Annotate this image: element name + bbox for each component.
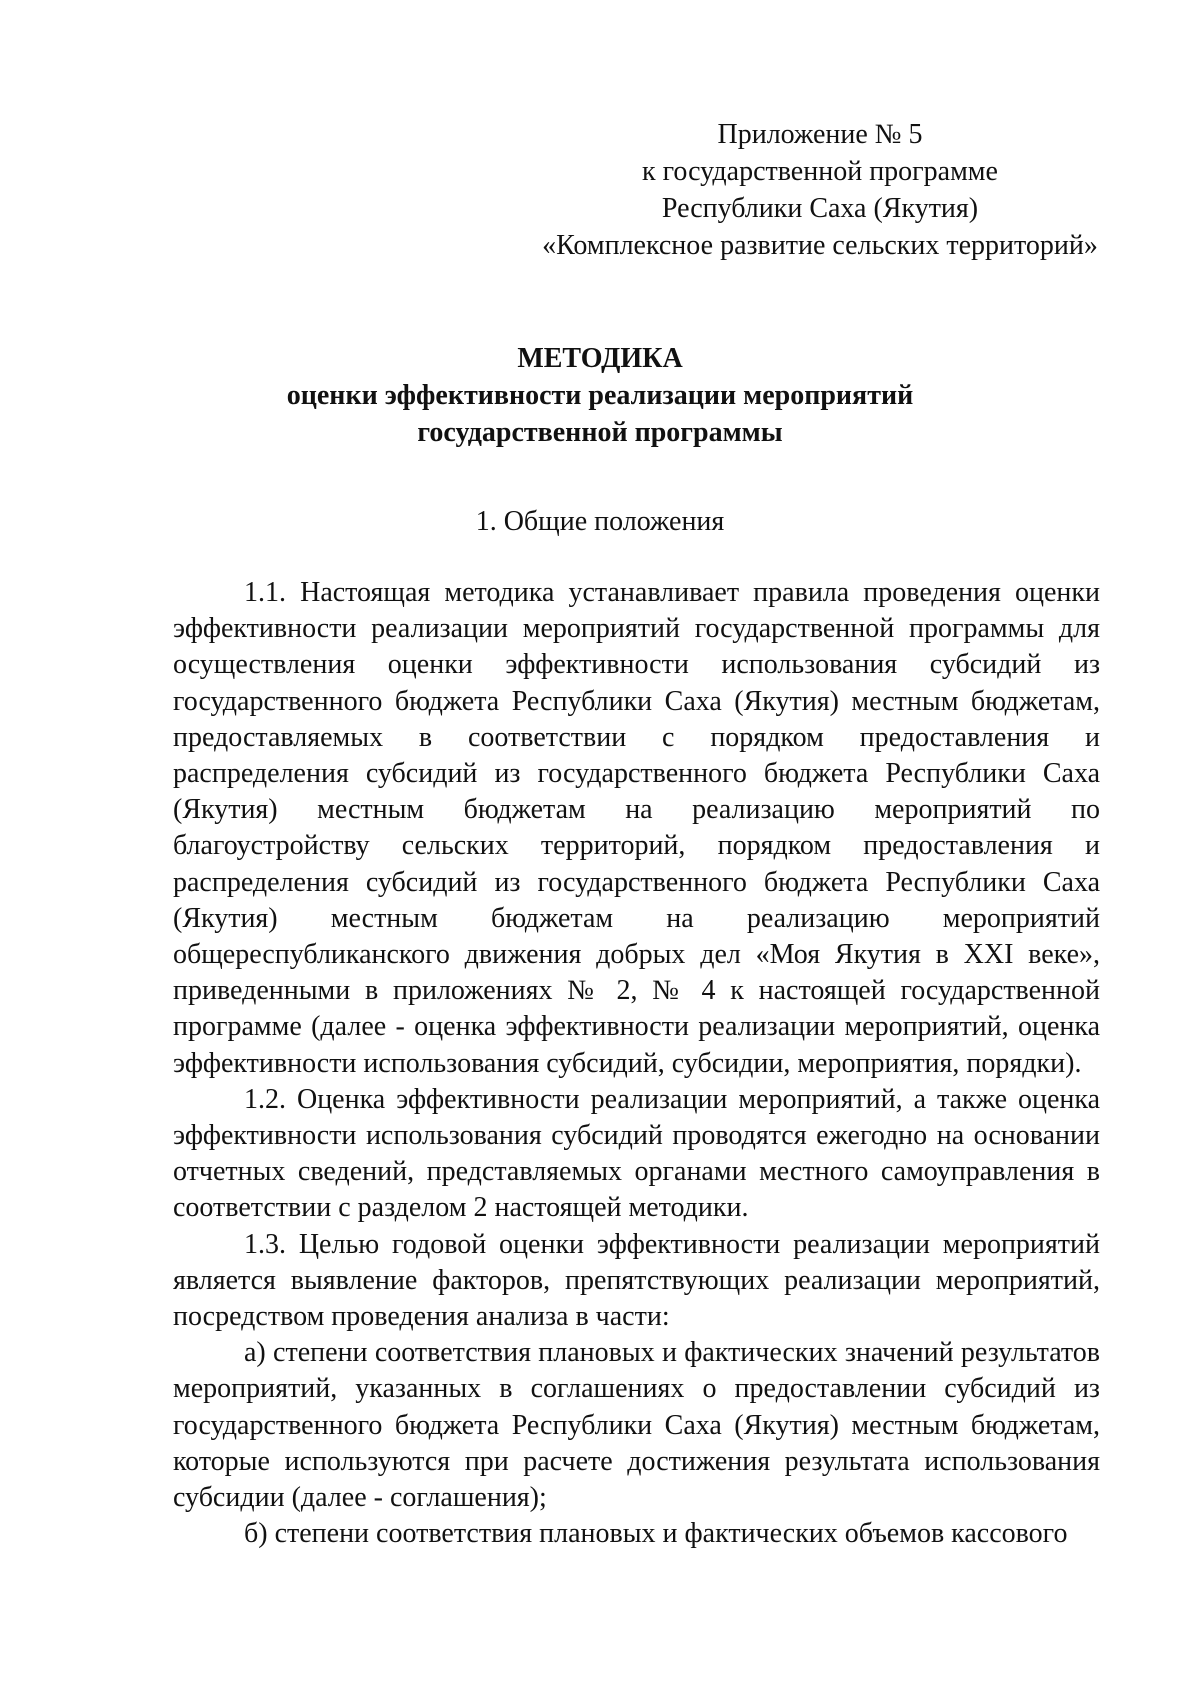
document-title xyxy=(170,340,1030,451)
paragraph-1-1: 1.1. Настоящая методика устанавливает правила проведения оценки эффективности реализации мероприятий государственной программы для осуществления оценки эффективности использования субсидий из государственного бюджета Республики Саха (Якутия) местным бюджетам, предоставляемых в соответствии с порядком предоставления и распределения субсидий из государственного бюджета Республики Саха (Якутия) местным бюджетам на реализацию мероприятий по благоустройству сельских территорий, порядком предоставления и распределения субсидий из государственного бюджета Республики Саха (Якутия) местным бюджетам на реализацию мероприятий общереспубликанского движения добрых дел «Моя Якутия в XXI веке», приведенными в приложениях № 2, № 4 к настоящей государственной программе (далее - оценка эффективности реализации мероприятий, оценка эффективности использования субсидий, субсидии, мероприятия, порядки). xyxy=(173,577,1100,1079)
document-body xyxy=(173,575,1100,1552)
appendix-program-name: «Комплексное развитие сельских территорий» xyxy=(542,230,1098,261)
appendix-republic: Республики Саха (Якутия) xyxy=(661,193,979,224)
paragraph-1-2: 1.2. Оценка эффективности реализации мероприятий, а также оценка эффективности использования субсидий проводятся ежегодно на основании отчетных сведений, представляемых органами местного самоуправления в соответствии с разделом 2 настоящей методики. xyxy=(173,1083,1100,1224)
section-heading: 1. Общие положения xyxy=(475,506,725,537)
paragraph-item-b: б) степени соответствия плановых и фактических объемов кассового xyxy=(244,1518,1068,1550)
appendix-header xyxy=(540,116,1100,264)
paragraph-item-a: а) степени соответствия плановых и фактических значений результатов мероприятий, указанных в соглашениях о предоставлении субсидий из государственного бюджета Республики Саха (Якутия) местным бюджетам, которые используются при расчете достижения результата использования субсидии (далее - соглашения); xyxy=(173,1337,1100,1514)
title-main: МЕТОДИКА xyxy=(517,343,683,374)
title-subtitle-line1: оценки эффективности реализации мероприятий xyxy=(286,380,914,411)
appendix-number: Приложение № 5 xyxy=(717,119,923,150)
title-subtitle-line2: государственной программы xyxy=(417,417,783,448)
paragraph-1-3: 1.3. Целью годовой оценки эффективности реализации мероприятий является выявление факторов, препятствующих реализации мероприятий, посредством проведения анализа в части: xyxy=(173,1228,1100,1333)
appendix-program-ref: к государственной программе xyxy=(642,156,998,187)
